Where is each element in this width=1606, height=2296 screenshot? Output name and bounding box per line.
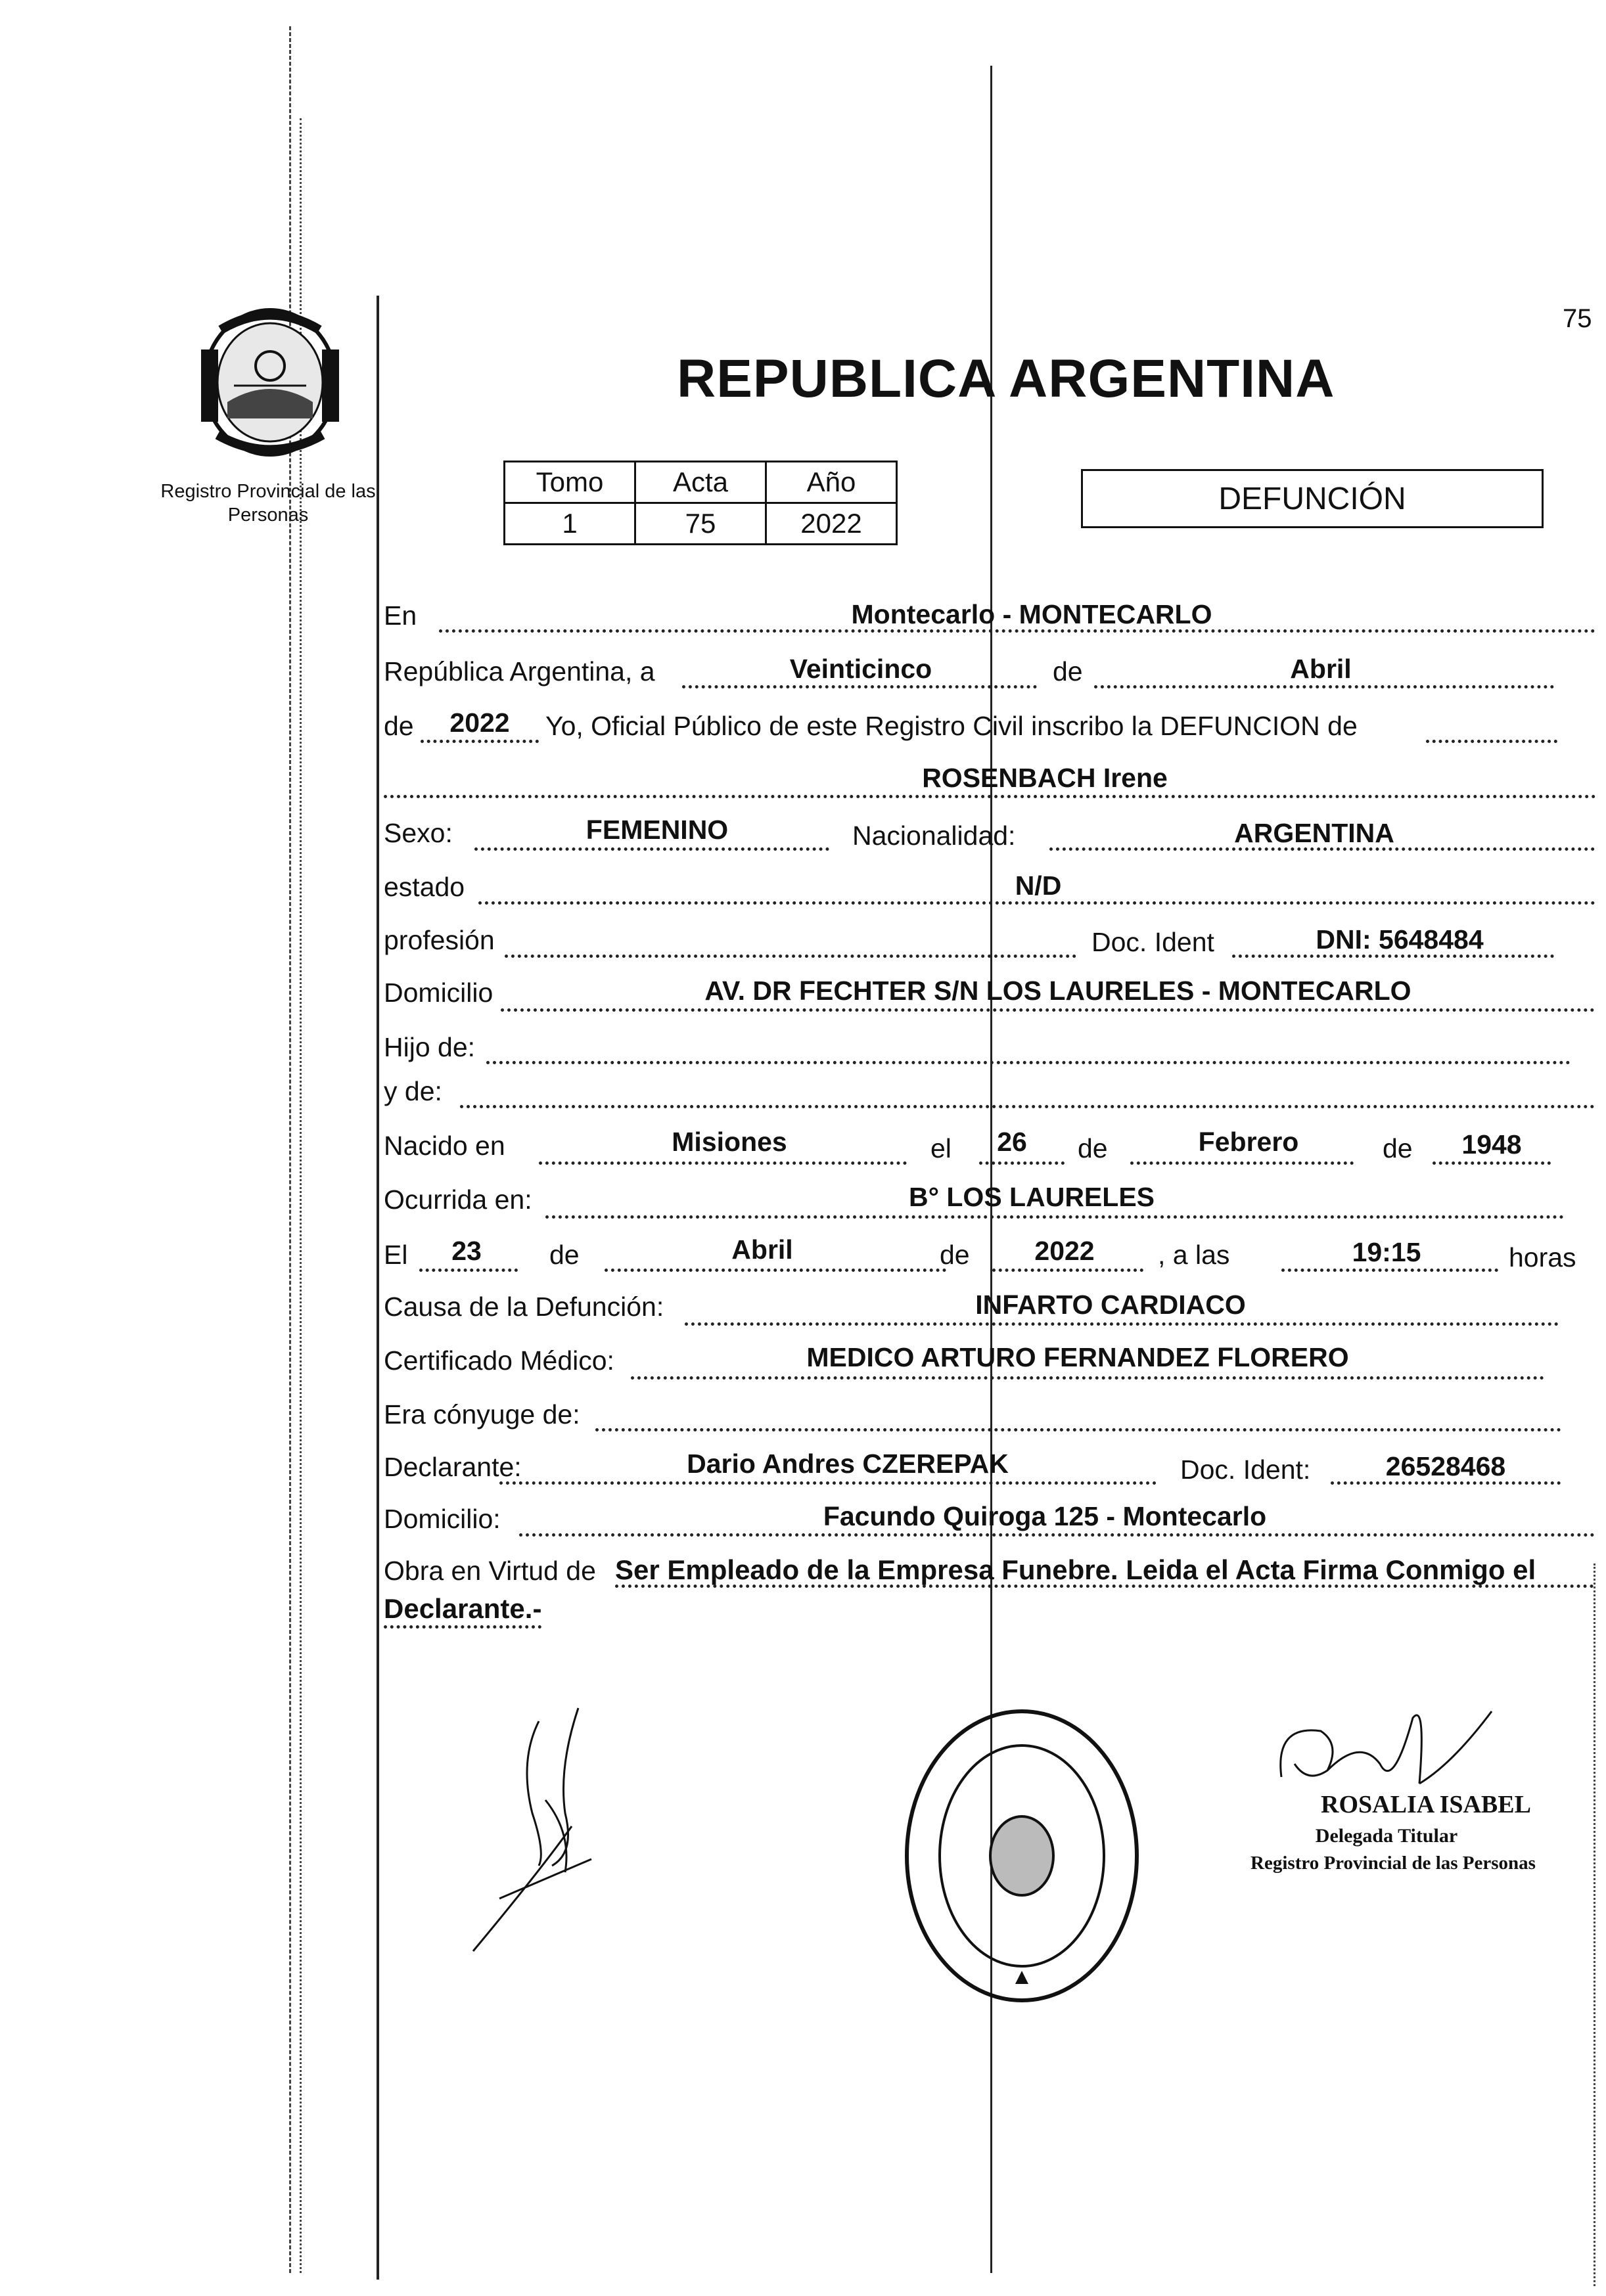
declarante-label: Declarante: xyxy=(384,1452,522,1482)
def-mes: Abril xyxy=(731,1234,793,1265)
conyuge-line xyxy=(595,1428,1561,1431)
registry-label: Registro Provincial de las Personas xyxy=(160,481,376,526)
de5-label: de xyxy=(549,1240,580,1270)
causa-label: Causa de la Defunción: xyxy=(384,1292,664,1322)
ocurrida-label: Ocurrida en: xyxy=(384,1184,532,1215)
anio-value: 2022 xyxy=(449,708,510,738)
def-anio: 2022 xyxy=(1034,1236,1095,1266)
page-title: REPUBLICA ARGENTINA xyxy=(677,349,1335,409)
sexo-value: FEMENINO xyxy=(585,815,729,845)
hijo-label: Hijo de: xyxy=(384,1032,476,1062)
nacido-value: Misiones xyxy=(672,1127,787,1157)
horas-label: horas xyxy=(1509,1242,1576,1272)
de6-label: de xyxy=(940,1240,970,1270)
def-hora: 19:15 xyxy=(1352,1237,1421,1267)
causa-line xyxy=(685,1322,1559,1326)
alas-label: , a las xyxy=(1158,1240,1230,1270)
yde-line xyxy=(460,1105,1595,1108)
el-label: el xyxy=(930,1133,952,1163)
registry-seal xyxy=(900,1705,1143,2007)
en-line xyxy=(439,629,1595,633)
de1-label: de xyxy=(1053,656,1083,687)
stamp-role: Delegada Titular xyxy=(1315,1825,1458,1847)
causa-value: INFARTO CARDIACO xyxy=(975,1290,1246,1320)
nombre-line xyxy=(384,795,1596,798)
nac-mes-line xyxy=(1130,1161,1354,1165)
profesion-line xyxy=(505,955,1076,958)
form-left-border xyxy=(377,296,379,2280)
doc2-value: 26528468 xyxy=(1385,1451,1506,1481)
acta-header: Acta xyxy=(635,462,766,503)
mes-line xyxy=(1094,685,1554,688)
de3-label: de xyxy=(1078,1133,1108,1163)
inscribo-line xyxy=(1426,740,1557,743)
def-mes-line xyxy=(605,1269,946,1272)
domicilio-line xyxy=(501,1008,1595,1012)
domicilio-label: Domicilio xyxy=(384,978,493,1008)
en-value: Montecarlo - MONTECARLO xyxy=(851,599,1212,629)
ocurrida-value: B° LOS LAURELES xyxy=(908,1182,1155,1212)
cert-value: MEDICO ARTURO FERNANDEZ FLORERO xyxy=(806,1342,1349,1372)
def-hora-line xyxy=(1281,1269,1498,1272)
obra-label: Obra en Virtud de xyxy=(384,1556,596,1586)
inscribo-text: Yo, Oficial Público de este Registro Civil inscribo la DEFUNCION de xyxy=(545,711,1358,741)
nacionalidad-value: ARGENTINA xyxy=(1234,818,1394,848)
ocurrida-line xyxy=(545,1215,1564,1219)
sexo-line xyxy=(474,847,829,851)
stamp-name: ROSALIA ISABEL xyxy=(1321,1791,1531,1818)
nac-mes: Febrero xyxy=(1198,1127,1299,1157)
def-dia: 23 xyxy=(451,1236,482,1266)
obra-value-1: Ser Empleado de la Empresa Funebre. Leida el Acta Firma Conmigo el xyxy=(615,1554,1536,1585)
nombre-value: ROSENBACH Irene xyxy=(922,763,1168,793)
estado-label: estado xyxy=(384,872,465,902)
tomo-value: 1 xyxy=(505,503,635,545)
mes-value: Abril xyxy=(1290,654,1352,684)
domicilio2-label: Domicilio: xyxy=(384,1504,501,1534)
anio-line xyxy=(421,740,539,743)
obra-line-1 xyxy=(615,1585,1594,1588)
estado-value: N/D xyxy=(1015,870,1062,901)
record-table xyxy=(503,461,898,545)
doc2-label: Doc. Ident: xyxy=(1180,1454,1311,1485)
page-number: 75 xyxy=(1563,304,1592,333)
yde-label: y de: xyxy=(384,1076,442,1106)
cert-line xyxy=(631,1376,1544,1380)
tomo-header: Tomo xyxy=(505,462,635,503)
de4-label: de xyxy=(1383,1133,1413,1163)
record-type-box: DEFUNCIÓN xyxy=(1081,469,1544,528)
sexo-label: Sexo: xyxy=(384,818,453,848)
nac-anio-line xyxy=(1433,1161,1551,1165)
conyuge-label: Era cónyuge de: xyxy=(384,1399,580,1429)
republica-label: República Argentina, a xyxy=(384,656,655,687)
official-signature xyxy=(460,1701,631,1964)
nacido-line xyxy=(539,1161,907,1165)
anio-value: 2022 xyxy=(766,503,897,545)
nac-dia: 26 xyxy=(997,1127,1027,1157)
profesion-label: profesión xyxy=(384,925,495,955)
obra-line-2 xyxy=(384,1625,541,1629)
obra-value-2: Declarante.- xyxy=(384,1593,542,1624)
anio-header: Año xyxy=(766,462,897,503)
declarante-line xyxy=(499,1481,1157,1485)
el2-label: El xyxy=(384,1240,408,1270)
domicilio2-value: Facundo Quiroga 125 - Montecarlo xyxy=(823,1501,1267,1531)
doc-line xyxy=(1232,955,1554,958)
dia-line xyxy=(682,685,1037,688)
def-dia-line xyxy=(419,1269,518,1272)
hijo-line xyxy=(486,1061,1571,1064)
nac-anio: 1948 xyxy=(1461,1129,1522,1159)
domicilio2-line xyxy=(519,1533,1595,1537)
nacido-label: Nacido en xyxy=(384,1131,505,1161)
estado-line xyxy=(478,901,1595,905)
stamp-org: Registro Provincial de las Personas xyxy=(1250,1853,1536,1874)
doc2-line xyxy=(1331,1481,1561,1485)
nac-dia-line xyxy=(979,1161,1065,1165)
nacionalidad-label: Nacionalidad: xyxy=(852,821,1016,851)
domicilio-value: AV. DR FECHTER S/N LOS LAURELES - MONTECARLO xyxy=(704,976,1411,1006)
dia-value: Veinticinco xyxy=(789,654,932,684)
en-label: En xyxy=(384,600,417,631)
acta-value: 75 xyxy=(635,503,766,545)
de2-label: de xyxy=(384,711,414,741)
right-edge-line xyxy=(1594,1564,1595,2286)
cert-label: Certificado Médico: xyxy=(384,1345,614,1376)
doc-label: Doc. Ident xyxy=(1091,927,1214,957)
def-anio-line xyxy=(992,1269,1143,1272)
province-logo xyxy=(188,304,352,461)
doc-value: DNI: 5648484 xyxy=(1316,924,1484,955)
declarante-value: Dario Andres CZEREPAK xyxy=(687,1449,1009,1479)
